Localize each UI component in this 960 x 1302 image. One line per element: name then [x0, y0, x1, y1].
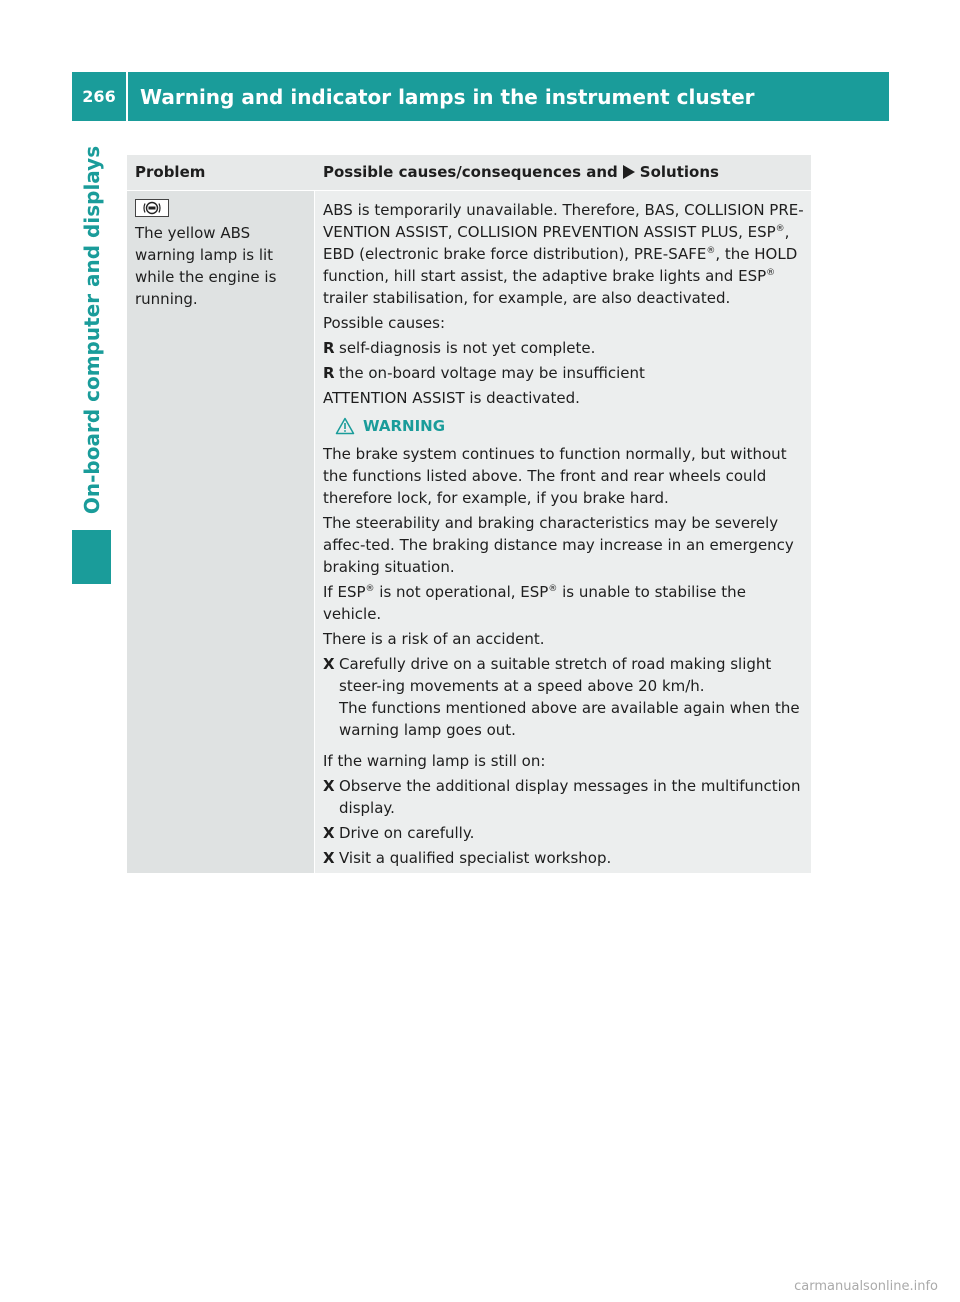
header-solutions: [323, 155, 719, 190]
action-item: X Carefully drive on a suitable stretch of road making slight steer-ing movements at a speed above 20 km/h. The functions mentioned above are available again when the warning lamp goes out.: [323, 655, 800, 739]
warning-heading: [335, 415, 807, 437]
side-tab-marker: [72, 532, 111, 584]
warning-table: [127, 155, 811, 873]
table-header-row: [127, 155, 811, 190]
attention-note: ATTENTION ASSIST is deactivated.: [323, 389, 580, 407]
action-item: X Drive on carefully.: [323, 824, 475, 842]
watermark: carmanualsonline.info: [794, 1279, 938, 1294]
list-item: R the on-board voltage may be insufficient: [323, 364, 645, 382]
risk-note: There is a risk of an accident.: [323, 630, 545, 648]
still-on-note: If the warning lamp is still on:: [323, 752, 546, 770]
warning-label: WARNING: [363, 417, 446, 435]
problem-text: The yellow ABS warning lamp is lit while the engine is running.: [135, 224, 277, 308]
side-tab-label: On-board computer and displays: [79, 145, 104, 515]
page-title: Warning and indicator lamps in the instrument cluster: [128, 72, 889, 121]
arrow-right-icon: [623, 165, 635, 179]
header-solutions-a: Possible causes/consequences and: [323, 163, 618, 181]
side-tab-label-box: [72, 130, 111, 530]
intro-paragraph: ABS is temporarily unavailable. Therefore, BAS, COLLISION PRE-VENTION ASSIST, COLLISION PREVENTION ASSIST PLUS, ESP®, EBD (electronic brake force distribution), PRE-SAFE®, the HOLD function, hill start assist, the adaptive brake lights and ESP® trailer stabilisation, for example, are also deactivated.: [323, 201, 804, 307]
warning-triangle-icon: [335, 417, 355, 435]
action-item: X Observe the additional display messages in the multifunction display.: [323, 777, 801, 817]
solutions-cell: [315, 191, 811, 873]
header-solutions-b: Solutions: [639, 163, 719, 181]
page-number: 266: [72, 72, 126, 121]
warning-text-2: The steerability and braking characteristics may be severely affec-ted. The braking distance may increase in an emergency braking situation.: [323, 514, 794, 576]
header-problem: Problem: [135, 163, 206, 181]
esp-note: If ESP® is not operational, ESP® is unable to stabilise the vehicle.: [323, 583, 746, 623]
abs-warning-lamp-icon: [135, 199, 169, 217]
possible-causes: Possible causes:: [323, 314, 446, 332]
warning-text-1: The brake system continues to function normally, but without the functions listed above. The front and rear wheels could therefore lock, for example, if you brake hard.: [323, 445, 787, 507]
action-item: X Visit a qualified specialist workshop.: [323, 849, 612, 867]
list-item: R self-diagnosis is not yet complete.: [323, 339, 596, 357]
problem-cell: [127, 191, 314, 873]
